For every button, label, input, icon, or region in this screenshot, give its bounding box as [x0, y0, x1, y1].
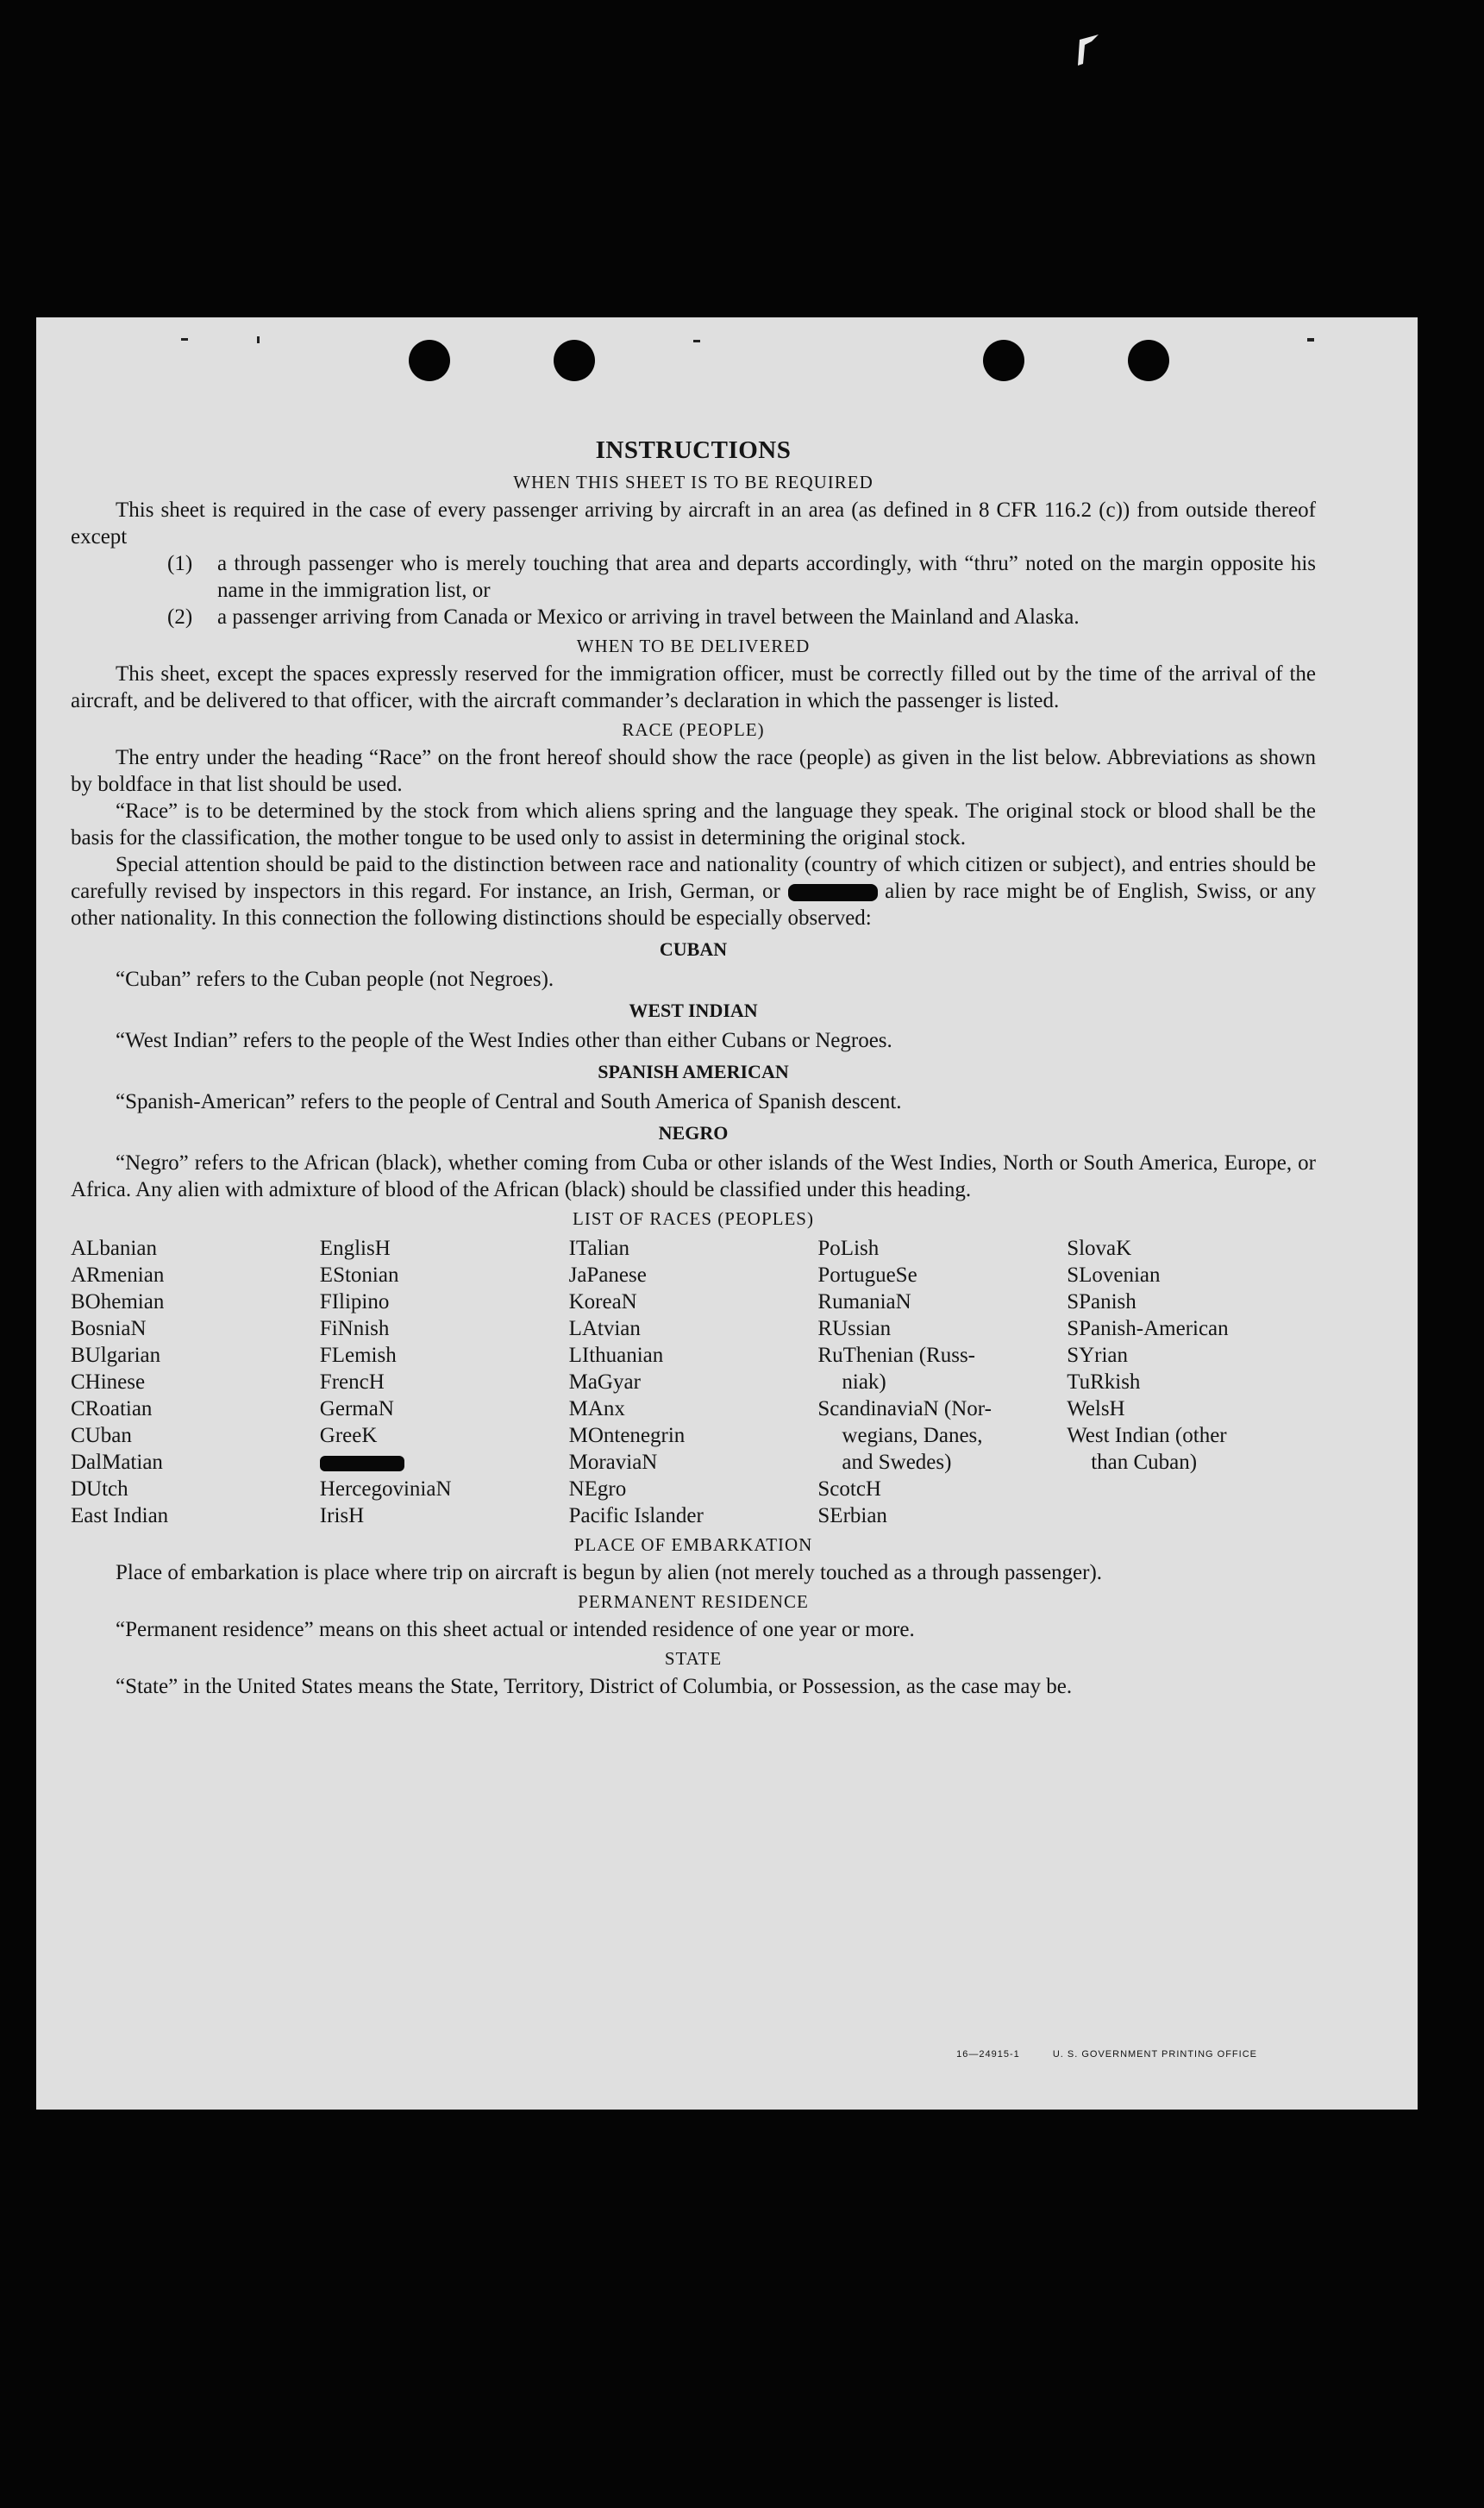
race-item: TuRkish: [1067, 1370, 1141, 1394]
race-item: DalMatian: [71, 1451, 163, 1474]
race-item: BUlgarian: [71, 1344, 161, 1367]
race-item: Pacific Islander: [568, 1504, 704, 1527]
race-item: RumaniaN: [817, 1290, 911, 1314]
race-item: BOhemian: [71, 1290, 165, 1314]
paragraph: “Race” is to be determined by the stock from which aliens spring and the language they speak. The original stock or blood shall be the basis for the classification, the mother tongue to be used only to assist in determining the original stock.: [71, 799, 1316, 850]
printer-credit: U. S. GOVERNMENT PRINTING OFFICE: [1052, 2049, 1257, 2060]
list-number: (1): [167, 552, 193, 575]
race-item: EStonian: [319, 1263, 399, 1287]
race-item: SErbian: [817, 1504, 887, 1527]
race-item: WelsH: [1067, 1397, 1125, 1420]
section-heading: LIST OF RACES (PEOPLES): [573, 1208, 814, 1229]
redaction-mark: [320, 1456, 404, 1471]
section-heading: SPANISH AMERICAN: [598, 1061, 789, 1082]
redaction-mark: [788, 884, 878, 901]
race-item: KoreaN: [568, 1290, 637, 1314]
list-item: [71, 604, 1316, 630]
paragraph: This sheet is required in the case of every passenger arriving by aircraft in an area (as defined in 8 CFR 116.2 (c)) from outside thereof except: [71, 498, 1316, 549]
paragraph: “State” in the United States means the State, Territory, District of Columbia, or Possession, as the case may be.: [116, 1675, 1073, 1698]
paragraph: “Negro” refers to the African (black), whether coming from Cuba or other islands of the West Indies, North or South America, Europe, or Africa. Any alien with admixture of blood of the African (black) should be classified under this heading.: [71, 1151, 1316, 1201]
race-item: EnglisH: [319, 1237, 391, 1260]
race-item: IrisH: [319, 1504, 365, 1527]
paragraph: “Spanish-American” refers to the people of Central and South America of Spanish descent.: [116, 1090, 902, 1113]
race-item-continued: wegians, Danes,: [842, 1424, 983, 1447]
race-item: MaGyar: [568, 1370, 641, 1394]
race-item: CHinese: [71, 1370, 146, 1394]
document-sheet: [36, 317, 1418, 2110]
paragraph: “Permanent residence” means on this sheet actual or intended residence of one year or more.: [116, 1618, 915, 1641]
race-item: FiNnish: [319, 1317, 390, 1340]
section-heading: RACE (PEOPLE): [622, 719, 765, 740]
form-number: 16—24915-1: [956, 2049, 1020, 2060]
race-item: SPanish: [1067, 1290, 1136, 1314]
page-title: INSTRUCTIONS: [595, 436, 792, 464]
punch-hole: [983, 340, 1024, 381]
race-item: ALbanian: [71, 1237, 157, 1260]
race-item: SLovenian: [1067, 1263, 1161, 1287]
race-item: CRoatian: [71, 1397, 153, 1420]
race-item: MoraviaN: [568, 1451, 658, 1474]
section-heading: CUBAN: [659, 938, 728, 960]
instructions-body: [71, 436, 1316, 1700]
paper-fragment-icon: [1076, 33, 1100, 67]
race-column: [71, 1235, 320, 1529]
race-item: SlovaK: [1067, 1237, 1132, 1260]
race-item: MOntenegrin: [568, 1424, 686, 1447]
speck: [693, 340, 700, 342]
race-item: HercegoviniaN: [319, 1477, 452, 1501]
paragraph: “West Indian” refers to the people of the West Indies other than either Cubans or Negroes.: [116, 1029, 892, 1052]
list-text: a through passenger who is merely touching that area and departs accordingly, with “thru” noted on the margin opposite his name in the immigration list, or: [217, 552, 1316, 602]
race-item: FIlipino: [319, 1290, 390, 1314]
race-item-continued: than Cuban): [1091, 1451, 1198, 1474]
section-heading: NEGRO: [658, 1122, 729, 1144]
speck: [181, 338, 188, 341]
race-item: ScandinaviaN (Nor-: [817, 1397, 992, 1420]
race-item: GreeK: [319, 1424, 378, 1447]
list-item: [71, 550, 1316, 604]
race-item: FLemish: [319, 1344, 397, 1367]
race-column: [569, 1235, 818, 1529]
race-item: CUban: [71, 1424, 132, 1447]
race-item: GermaN: [319, 1397, 394, 1420]
paragraph: “Cuban” refers to the Cuban people (not Negroes).: [116, 968, 554, 991]
punch-hole: [409, 340, 450, 381]
paragraph: The entry under the heading “Race” on the front hereof should show the race (people) as given in the list below. Abbreviations as shown by boldface in that list should be used.: [71, 746, 1316, 796]
punch-hole: [554, 340, 595, 381]
race-item: LIthuanian: [568, 1344, 664, 1367]
race-item: West Indian (other: [1067, 1424, 1227, 1447]
paragraph: This sheet, except the spaces expressly reserved for the immigration officer, must be correctly filled out by the time of the arrival of the aircraft, and be delivered to that officer, with the aircraft commander’s declaration in which the passenger is listed.: [71, 662, 1316, 712]
race-item: ITalian: [568, 1237, 630, 1260]
section-heading: PLACE OF EMBARKATION: [573, 1534, 813, 1555]
race-item-redacted: [320, 1449, 569, 1476]
race-item: JaPanese: [568, 1263, 647, 1287]
speck: [1307, 338, 1314, 342]
race-item: SYrian: [1067, 1344, 1129, 1367]
section-heading: WEST INDIAN: [629, 1000, 758, 1021]
race-item: RUssian: [817, 1317, 892, 1340]
race-item-continued: and Swedes): [842, 1451, 952, 1474]
race-item: ARmenian: [71, 1263, 165, 1287]
race-item: East Indian: [71, 1504, 169, 1527]
race-item: BosniaN: [71, 1317, 147, 1340]
list-text: a passenger arriving from Canada or Mexico or arriving in travel between the Mainland and Alaska.: [217, 605, 1080, 629]
race-item: LAtvian: [568, 1317, 641, 1340]
section-heading: STATE: [664, 1648, 723, 1669]
race-column: [320, 1235, 569, 1529]
race-item: RuThenian (Russ-: [817, 1344, 976, 1367]
paragraph-part: alien by race might be of English, Swiss, or any other nationality. In this connection the following distinctions should be especially observed:: [71, 880, 1317, 930]
punch-hole: [1128, 340, 1169, 381]
paragraph: Place of embarkation is place where trip on aircraft is begun by alien (not merely touched as a through passenger).: [116, 1561, 1103, 1584]
form-footer: [927, 2049, 1257, 2060]
race-item: DUtch: [71, 1477, 128, 1501]
race-item: PortugueSe: [817, 1263, 917, 1287]
race-item-continued: niak): [842, 1370, 886, 1394]
race-item: SPanish-American: [1067, 1317, 1229, 1340]
race-list: [71, 1235, 1316, 1529]
paragraph: [71, 851, 1316, 931]
race-item: MAnx: [568, 1397, 625, 1420]
section-heading: PERMANENT RESIDENCE: [578, 1591, 809, 1612]
list-number: (2): [167, 605, 193, 629]
race-item: NEgro: [568, 1477, 627, 1501]
section-heading: WHEN THIS SHEET IS TO BE REQUIRED: [513, 472, 873, 492]
speck: [257, 336, 260, 343]
race-item: PoLish: [817, 1237, 880, 1260]
race-column: [817, 1235, 1067, 1529]
paragraph-part: Special attention should be paid to the distinction between race and nationality (country of which citizen or subject), and entries should be carefully revised by inspectors in this regard. For instance, an Irish, German, or: [71, 853, 1316, 903]
race-column: [1067, 1235, 1316, 1529]
race-item: FrencH: [319, 1370, 385, 1394]
section-heading: WHEN TO BE DELIVERED: [576, 636, 811, 656]
race-item: ScotcH: [817, 1477, 881, 1501]
